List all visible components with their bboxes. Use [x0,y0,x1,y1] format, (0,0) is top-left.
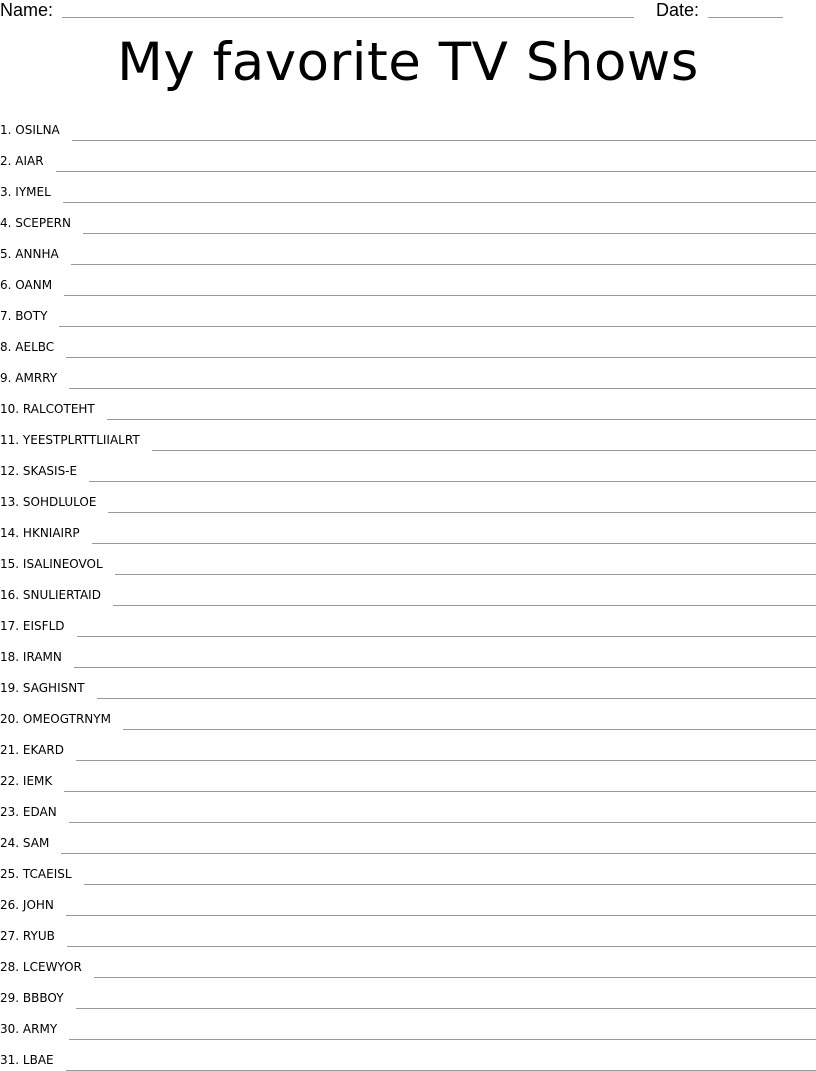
scrambled-word [0,340,54,354]
list-item [0,354,816,385]
answer-line[interactable] [74,667,816,668]
item-number: 31. [0,1053,19,1067]
scrambled-word [0,619,65,633]
date-label: Date: [656,0,699,20]
list-item [0,447,816,478]
list-item [0,726,816,757]
scrambled-word [0,929,55,943]
answer-line[interactable] [69,1039,816,1040]
answer-line[interactable] [61,853,816,854]
item-number: 27. [0,929,19,943]
item-word: SAM [23,836,49,850]
list-item [0,540,816,571]
list-item [0,385,816,416]
scrambled-word [0,402,95,416]
scrambled-word [0,123,60,137]
item-word: SOHDLULOE [23,495,96,509]
item-number: 16. [0,588,19,602]
answer-line[interactable] [107,419,816,420]
scrambled-word [0,278,52,292]
answer-line[interactable] [76,1008,816,1009]
item-number: 3. [0,185,11,199]
item-word: IEMK [23,774,52,788]
list-item [0,168,816,199]
item-word: SKASIS-E [23,464,77,478]
item-word: AIAR [15,154,43,168]
list-item [0,478,816,509]
item-word: TCAEISL [23,867,72,881]
answer-line[interactable] [66,915,816,916]
list-item [0,199,816,230]
item-number: 2. [0,154,11,168]
item-number: 9. [0,371,11,385]
answer-line[interactable] [67,946,816,947]
list-item [0,323,816,354]
list-item [0,509,816,540]
answer-line[interactable] [71,264,816,265]
item-word: JOHN [23,898,54,912]
item-word: SCEPERN [15,216,71,230]
item-word: OANM [15,278,52,292]
item-number: 1. [0,123,11,137]
scrambled-word [0,1022,57,1036]
list-item [0,943,816,974]
answer-line[interactable] [152,450,816,451]
scrambled-word [0,371,57,385]
scrambled-word [0,991,64,1005]
item-word: EKARD [23,743,64,757]
item-word: BOTY [15,309,47,323]
answer-line[interactable] [66,357,816,358]
item-word: SAGHISNT [23,681,85,695]
list-item [0,633,816,664]
item-word: SNULIERTAID [23,588,101,602]
list-item [0,819,816,850]
answer-line[interactable] [92,543,816,544]
scramble-list [0,106,816,1067]
scrambled-word [0,464,77,478]
item-word: AELBC [15,340,54,354]
list-item [0,850,816,881]
item-word: ISALINEOVOL [23,557,103,571]
item-number: 14. [0,526,19,540]
answer-line[interactable] [76,760,816,761]
answer-line[interactable] [94,977,816,978]
item-number: 29. [0,991,19,1005]
item-word: OSILNA [15,123,59,137]
item-number: 28. [0,960,19,974]
worksheet-title: My favorite TV Shows [0,30,816,96]
scrambled-word [0,712,111,726]
name-field-line[interactable] [62,17,634,18]
scrambled-word [0,836,49,850]
scrambled-word [0,557,103,571]
item-word: EISFLD [23,619,65,633]
answer-line[interactable] [108,512,816,513]
list-item [0,974,816,1005]
item-number: 30. [0,1022,19,1036]
item-word: BBBOY [23,991,64,1005]
item-number: 17. [0,619,19,633]
scrambled-word [0,216,71,230]
item-word: ANNHA [15,247,58,261]
list-item [0,664,816,695]
scrambled-word [0,743,64,757]
list-item [0,261,816,292]
item-number: 25. [0,867,19,881]
list-item [0,881,816,912]
list-item [0,106,816,137]
list-item [0,1036,816,1067]
answer-line[interactable] [83,233,816,234]
item-word: AMRRY [15,371,57,385]
scrambled-word [0,898,54,912]
scrambled-word [0,247,59,261]
item-number: 7. [0,309,11,323]
scrambled-word [0,495,96,509]
answer-line[interactable] [64,295,816,296]
scrambled-word [0,960,82,974]
answer-line[interactable] [77,636,816,637]
item-number: 26. [0,898,19,912]
scrambled-word [0,650,62,664]
answer-line[interactable] [115,574,816,575]
scrambled-word [0,681,85,695]
answer-line[interactable] [64,791,816,792]
list-item [0,292,816,323]
answer-line[interactable] [113,605,816,606]
item-number: 12. [0,464,19,478]
answer-line[interactable] [89,481,816,482]
list-item [0,788,816,819]
worksheet-header [0,0,816,24]
item-word: IRAMN [23,650,62,664]
answer-line[interactable] [97,698,816,699]
scrambled-word [0,805,57,819]
list-item [0,230,816,261]
answer-line[interactable] [59,326,816,327]
item-number: 6. [0,278,11,292]
item-word: IYMEL [15,185,51,199]
item-number: 15. [0,557,19,571]
list-item [0,695,816,726]
scrambled-word [0,185,51,199]
item-number: 4. [0,216,11,230]
scrambled-word [0,1053,54,1067]
item-number: 23. [0,805,19,819]
list-item [0,602,816,633]
item-word: ARMY [23,1022,57,1036]
answer-line[interactable] [72,140,816,141]
answer-line[interactable] [123,729,816,730]
answer-line[interactable] [56,171,816,172]
item-number: 20. [0,712,19,726]
answer-line[interactable] [69,822,816,823]
item-word: RYUB [23,929,55,943]
item-number: 8. [0,340,11,354]
item-word: OMEOGTRNYM [23,712,111,726]
item-number: 5. [0,247,11,261]
scrambled-word [0,774,52,788]
item-number: 24. [0,836,19,850]
item-word: LCEWYOR [23,960,82,974]
name-label: Name: [0,0,53,20]
item-number: 10. [0,402,19,416]
item-number: 18. [0,650,19,664]
list-item [0,1005,816,1036]
scrambled-word [0,154,44,168]
item-number: 13. [0,495,19,509]
scrambled-word [0,867,72,881]
answer-line[interactable] [84,884,816,885]
item-word: LBAE [23,1053,54,1067]
scrambled-word [0,433,140,447]
list-item [0,912,816,943]
scrambled-word [0,588,101,602]
list-item [0,416,816,447]
item-word: YEESTPLRTTLIIALRT [23,433,140,447]
item-word: HKNIAIRP [23,526,80,540]
item-number: 11. [0,433,19,447]
list-item [0,571,816,602]
answer-line[interactable] [69,388,816,389]
scrambled-word [0,526,80,540]
scrambled-word [0,309,47,323]
list-item [0,757,816,788]
item-word: RALCOTEHT [23,402,95,416]
answer-line[interactable] [63,202,816,203]
item-number: 22. [0,774,19,788]
item-word: EDAN [23,805,57,819]
item-number: 19. [0,681,19,695]
date-field-line[interactable] [708,17,783,18]
list-item [0,137,816,168]
item-number: 21. [0,743,19,757]
